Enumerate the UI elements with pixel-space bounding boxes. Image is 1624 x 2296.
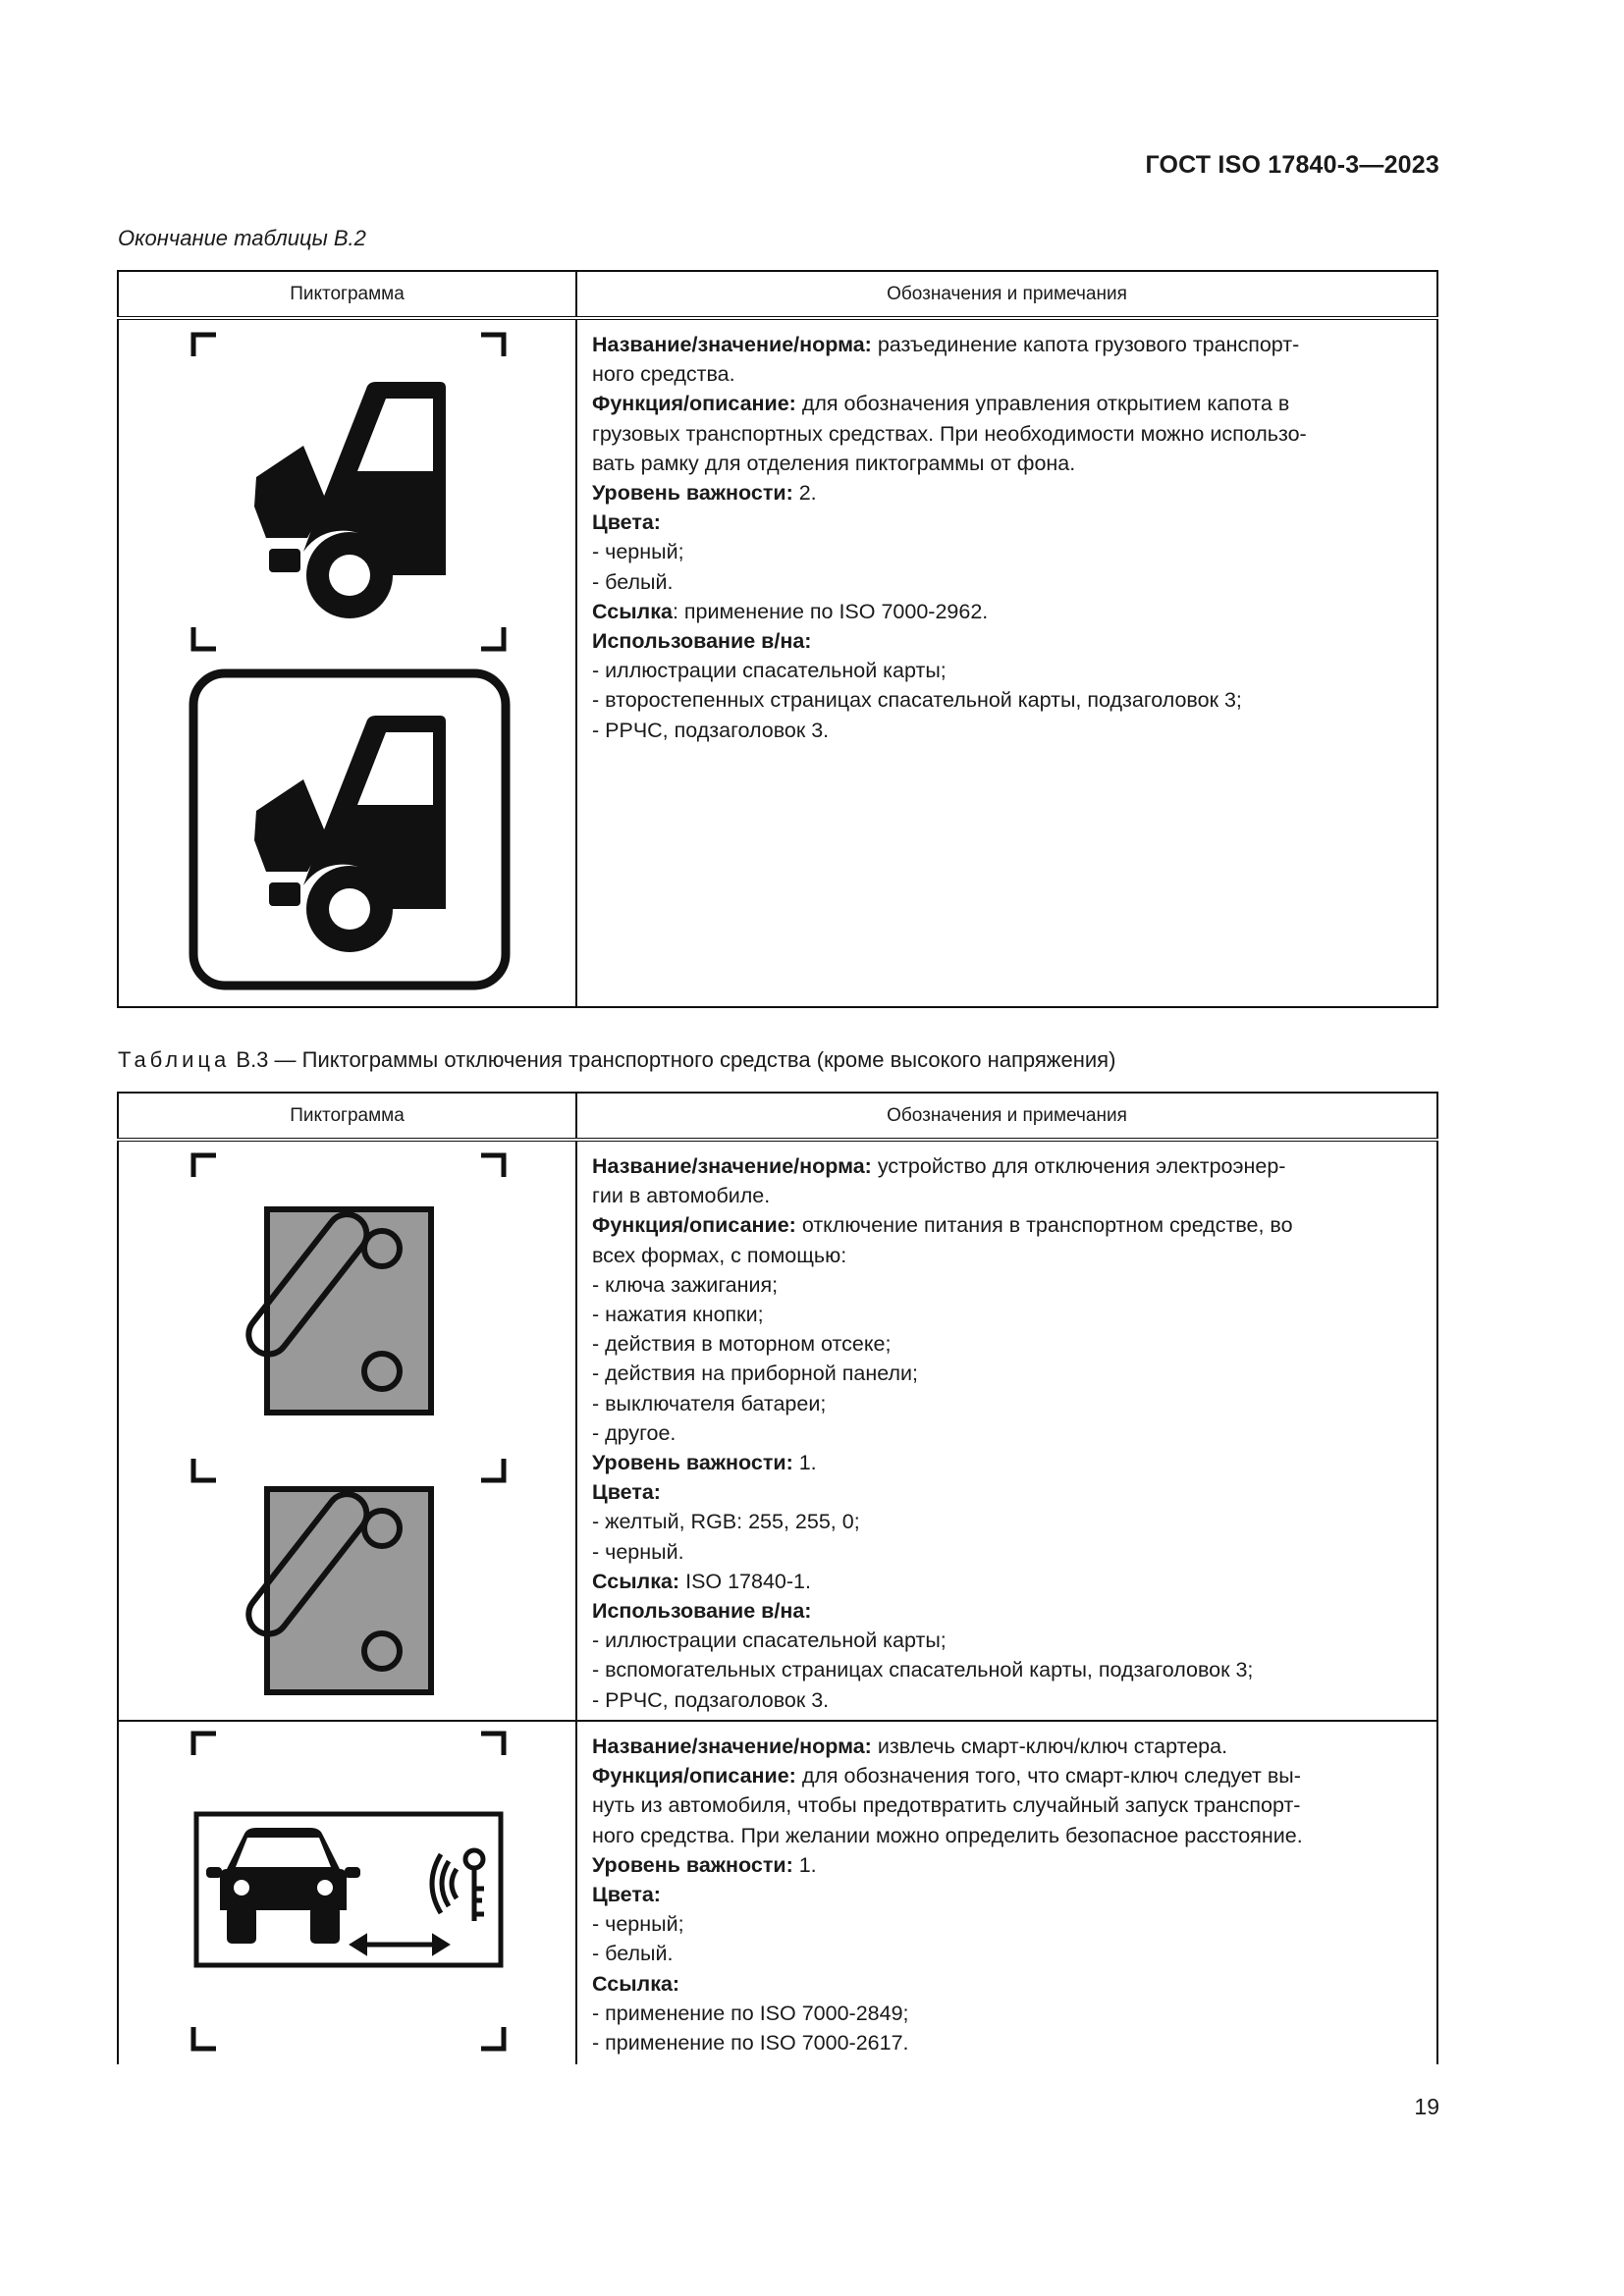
caption-text: В.3 — Пиктограммы отключения транспортного средства (кроме высокого напряжения) bbox=[236, 1047, 1116, 1072]
function-value-cont: вать рамку для отделения пиктограммы от фона. bbox=[592, 451, 1076, 475]
list-item: - РРЧС, подзаголовок 3. bbox=[592, 1687, 830, 1712]
notes-cell bbox=[576, 1140, 1437, 1721]
level-value: 1. bbox=[798, 1451, 817, 1475]
usage-label: Использование в/на: bbox=[592, 629, 812, 654]
level-value: 1. bbox=[798, 1852, 817, 1877]
usage-label: Использование в/на: bbox=[592, 1599, 812, 1624]
list-item: - применение по ISO 7000-2849; bbox=[592, 2001, 909, 2025]
notes-cell bbox=[576, 1721, 1437, 2064]
function-value-cont: нуть из автомобиля, чтобы предотвратить случайный запуск транспорт- bbox=[592, 1793, 1301, 1818]
list-item: - выключателя батареи; bbox=[592, 1391, 827, 1415]
list-item: - вспомогательных страницах спасательной карты, подзаголовок 3; bbox=[592, 1658, 1254, 1682]
caption-prefix: Таблица bbox=[118, 1047, 231, 1072]
table-b3-caption bbox=[118, 1047, 1115, 1073]
colors-label: Цвета: bbox=[592, 1480, 661, 1505]
list-item: - черный; bbox=[592, 1912, 684, 1937]
name-label: Название/значение/норма: bbox=[592, 333, 872, 356]
name-label: Название/значение/норма: bbox=[592, 1735, 872, 1758]
name-value: устройство для отключения электроэнер- bbox=[877, 1154, 1286, 1178]
function-value-cont: грузовых транспортных средствах. При необходимости можно использо- bbox=[592, 421, 1307, 446]
list-item: - действия на приборной панели; bbox=[592, 1362, 918, 1386]
list-item: - РРЧС, подзаголовок 3. bbox=[592, 718, 830, 742]
page-number: 19 bbox=[1414, 2094, 1439, 2119]
list-item: - действия в моторном отсеке; bbox=[592, 1332, 892, 1357]
list-item: - нажатия кнопки; bbox=[592, 1303, 764, 1327]
table-b2-caption: Окончание таблицы В.2 bbox=[118, 226, 366, 250]
function-label: Функция/описание: bbox=[592, 392, 796, 416]
column-header-pictogram: Пиктограмма bbox=[118, 1093, 576, 1140]
reference-value: : применение по ISO 7000-2962. bbox=[672, 599, 989, 623]
column-header-notes: Обозначения и примечания bbox=[576, 1093, 1437, 1140]
level-value: 2. bbox=[798, 481, 817, 506]
column-header-notes: Обозначения и примечания bbox=[576, 271, 1437, 318]
table-b3 bbox=[117, 1092, 1438, 2064]
remove-smart-key-icon bbox=[119, 1722, 575, 2065]
function-value: для обозначения того, что смарт-ключ следует вы- bbox=[801, 1764, 1301, 1789]
truck-hood-release-icon bbox=[119, 320, 575, 1009]
colors-label: Цвета: bbox=[592, 510, 661, 535]
name-value: извлечь смарт-ключ/ключ стартера. bbox=[877, 1735, 1228, 1758]
list-item: - черный; bbox=[592, 540, 684, 564]
name-label: Название/значение/норма: bbox=[592, 1154, 872, 1178]
reference-label: Ссылка bbox=[592, 599, 673, 623]
list-item: - черный. bbox=[592, 1539, 684, 1564]
list-item: - белый. bbox=[592, 1942, 674, 1966]
function-value: отключение питания в транспортном средстве, во bbox=[801, 1213, 1293, 1238]
name-value: разъединение капота грузового транспорт- bbox=[877, 333, 1300, 356]
pictogram-cell bbox=[118, 318, 576, 1007]
list-item: - ключа зажигания; bbox=[592, 1272, 779, 1297]
power-disconnect-icon bbox=[119, 1142, 575, 1723]
level-label: Уровень важности: bbox=[592, 1451, 793, 1475]
function-value-cont: всех формах, с помощью: bbox=[592, 1243, 847, 1267]
list-item: - иллюстрации спасательной карты; bbox=[592, 659, 947, 683]
pictogram-cell bbox=[118, 1140, 576, 1721]
list-item: - иллюстрации спасательной карты; bbox=[592, 1629, 947, 1653]
function-label: Функция/описание: bbox=[592, 1764, 796, 1789]
level-label: Уровень важности: bbox=[592, 481, 793, 506]
reference-label: Ссылка: bbox=[592, 1569, 680, 1593]
function-value-cont: ного средства. При желании можно определить безопасное расстояние. bbox=[592, 1823, 1303, 1847]
level-label: Уровень важности: bbox=[592, 1852, 793, 1877]
list-item: - второстепенных страницах спасательной карты, подзаголовок 3; bbox=[592, 688, 1242, 713]
list-item: - другое. bbox=[592, 1420, 677, 1445]
list-item: - желтый, RGB: 255, 255, 0; bbox=[592, 1510, 860, 1534]
reference-value: ISO 17840-1. bbox=[685, 1569, 811, 1593]
name-value-cont: ного средства. bbox=[592, 362, 735, 387]
column-header-pictogram: Пиктограмма bbox=[118, 271, 576, 318]
list-item: - белый. bbox=[592, 569, 674, 594]
table-b2 bbox=[117, 270, 1438, 1008]
colors-label: Цвета: bbox=[592, 1883, 661, 1907]
notes-cell bbox=[576, 318, 1437, 1007]
function-value: для обозначения управления открытием капота в bbox=[801, 392, 1290, 416]
function-label: Функция/описание: bbox=[592, 1213, 796, 1238]
standard-number: ГОСТ ISO 17840-3—2023 bbox=[1145, 151, 1439, 179]
list-item: - применение по ISO 7000-2617. bbox=[592, 2031, 909, 2056]
pictogram-cell bbox=[118, 1721, 576, 2064]
name-value-cont: гии в автомобиле. bbox=[592, 1184, 771, 1208]
reference-label: Ссылка: bbox=[592, 1971, 680, 1996]
